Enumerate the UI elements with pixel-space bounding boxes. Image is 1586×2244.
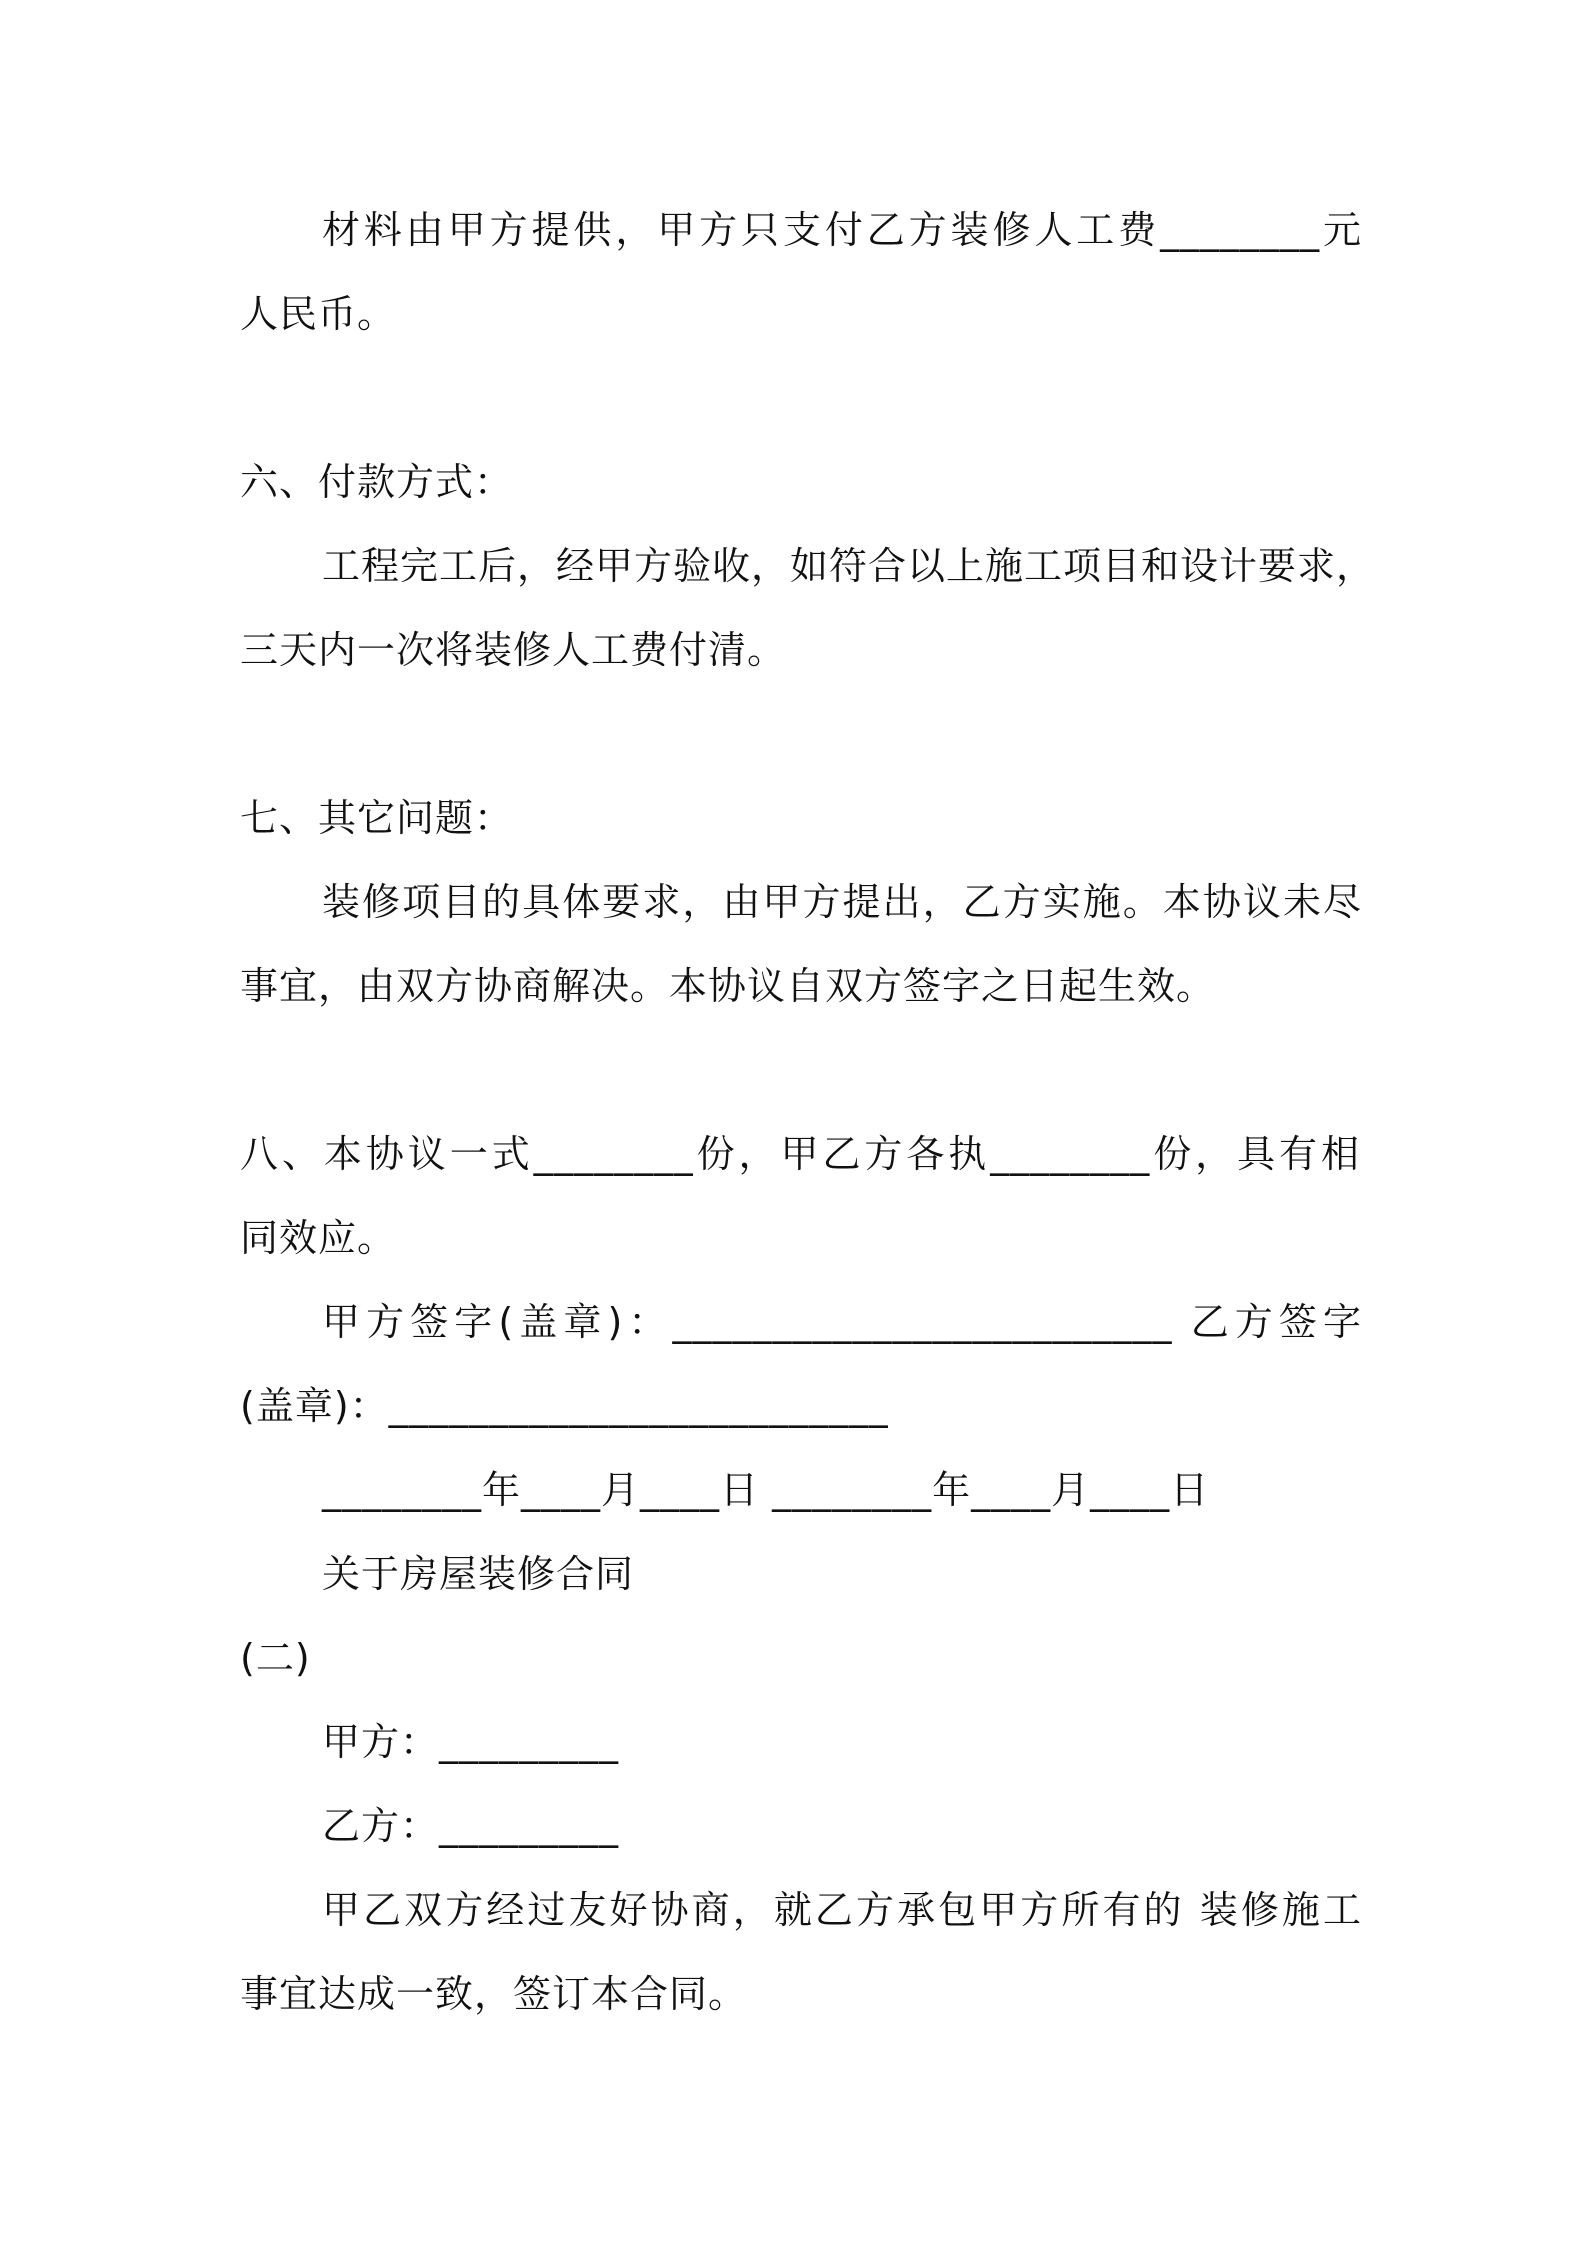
text-line: 三天内一次将装修人工费付清。 <box>240 628 787 672</box>
party-b-line: 乙方：_________ <box>322 1804 620 1848</box>
signature-line: 甲方签字(盖章)：_________________________ 乙方签字 <box>322 1300 1362 1344</box>
text-line: 事宜，由双方协商解决。本协议自双方签字之日起生效。 <box>240 964 1216 1008</box>
text-line: 装修项目的具体要求，由甲方提出，乙方实施。本协议未尽 <box>322 880 1362 924</box>
text-line: 人民币。 <box>240 292 397 336</box>
text-line: 甲乙双方经过友好协商，就乙方承包甲方所有的 装修施工 <box>322 1888 1362 1932</box>
section-heading: 七、其它问题： <box>240 796 514 840</box>
text-line: 材料由甲方提供，甲方只支付乙方装修人工费________元 <box>322 208 1362 252</box>
contract-subtitle: (二) <box>240 1636 311 1680</box>
signature-line: (盖章)：_________________________ <box>240 1384 889 1428</box>
text-line: 工程完工后，经甲方验收，如符合以上施工项目和设计要求， <box>322 544 1376 588</box>
contract-title: 关于房屋装修合同 <box>322 1552 635 1596</box>
party-a-line: 甲方：_________ <box>322 1720 620 1764</box>
section-heading: 六、付款方式： <box>240 460 514 504</box>
text-line: 八、本协议一式________份，甲乙方各执________份，具有相 <box>240 1132 1360 1176</box>
text-line: 事宜达成一致，签订本合同。 <box>240 1972 748 2016</box>
date-line: ________年____月____日 ________年____月____日 <box>322 1468 1210 1512</box>
text-line: 同效应。 <box>240 1216 397 1260</box>
